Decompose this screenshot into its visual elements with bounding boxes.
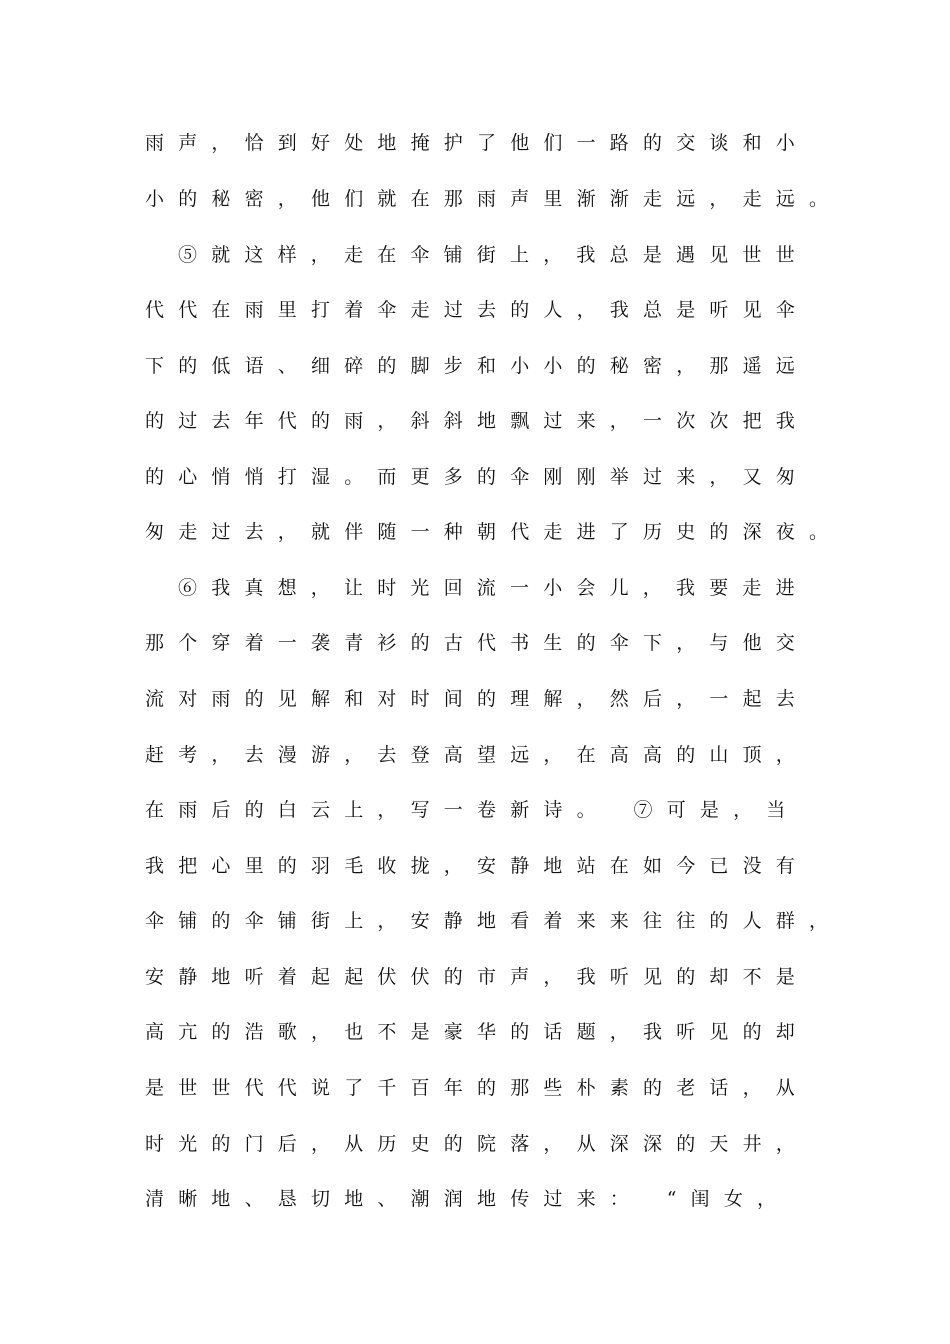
text-line-10: 那个穿着一袭青衫的古代书生的伞下，与他交: [145, 632, 810, 654]
text-line-11: 流对雨的见解和对时间的理解，然后，一起去: [145, 688, 810, 710]
text-line-1: 雨声，恰到好处地掩护了他们一路的交谈和小: [145, 132, 810, 154]
text-line-14: 我把心里的羽毛收拢，安静地站在如今已没有: [145, 855, 810, 877]
text-line-8: 匆走过去，就伴随一种朝代走进了历史的深夜。: [145, 521, 843, 543]
text-line-18: 是世世代代说了千百年的那些朴素的老话，从: [145, 1077, 810, 1099]
text-line-15: 伞铺的伞铺街上，安静地看着来来往往的人群，: [145, 910, 843, 932]
text-line-17: 高亢的浩歌，也不是豪华的话题，我听见的却: [145, 1021, 810, 1043]
text-line-12: 赶考，去漫游，去登高望远，在高高的山顶，: [145, 744, 810, 766]
text-line-2: 小的秘密，他们就在那雨声里渐渐走远，走远。: [145, 188, 843, 210]
text-line-3: ⑤就这样，走在伞铺街上，我总是遇见世世: [178, 244, 809, 266]
text-line-16: 安静地听着起起伏伏的市声，我听见的却不是: [145, 966, 810, 988]
text-line-5: 下的低语、细碎的脚步和小小的秘密，那遥远: [145, 355, 810, 377]
text-line-7: 的心悄悄打湿。而更多的伞刚刚举过来，又匆: [145, 466, 810, 488]
text-line-20: 清晰地、恳切地、潮润地传过来： “闺女，: [145, 1188, 791, 1210]
text-line-4: 代代在雨里打着伞走过去的人，我总是听见伞: [145, 299, 810, 321]
text-line-9: ⑥我真想，让时光回流一小会儿，我要走进: [178, 577, 809, 599]
text-line-6: 的过去年代的雨，斜斜地飘过来，一次次把我: [145, 410, 810, 432]
text-line-19: 时光的门后，从历史的院落，从深深的天井，: [145, 1133, 810, 1155]
text-line-13: 在雨后的白云上，写一卷新诗。 ⑦可是，当: [145, 799, 800, 821]
